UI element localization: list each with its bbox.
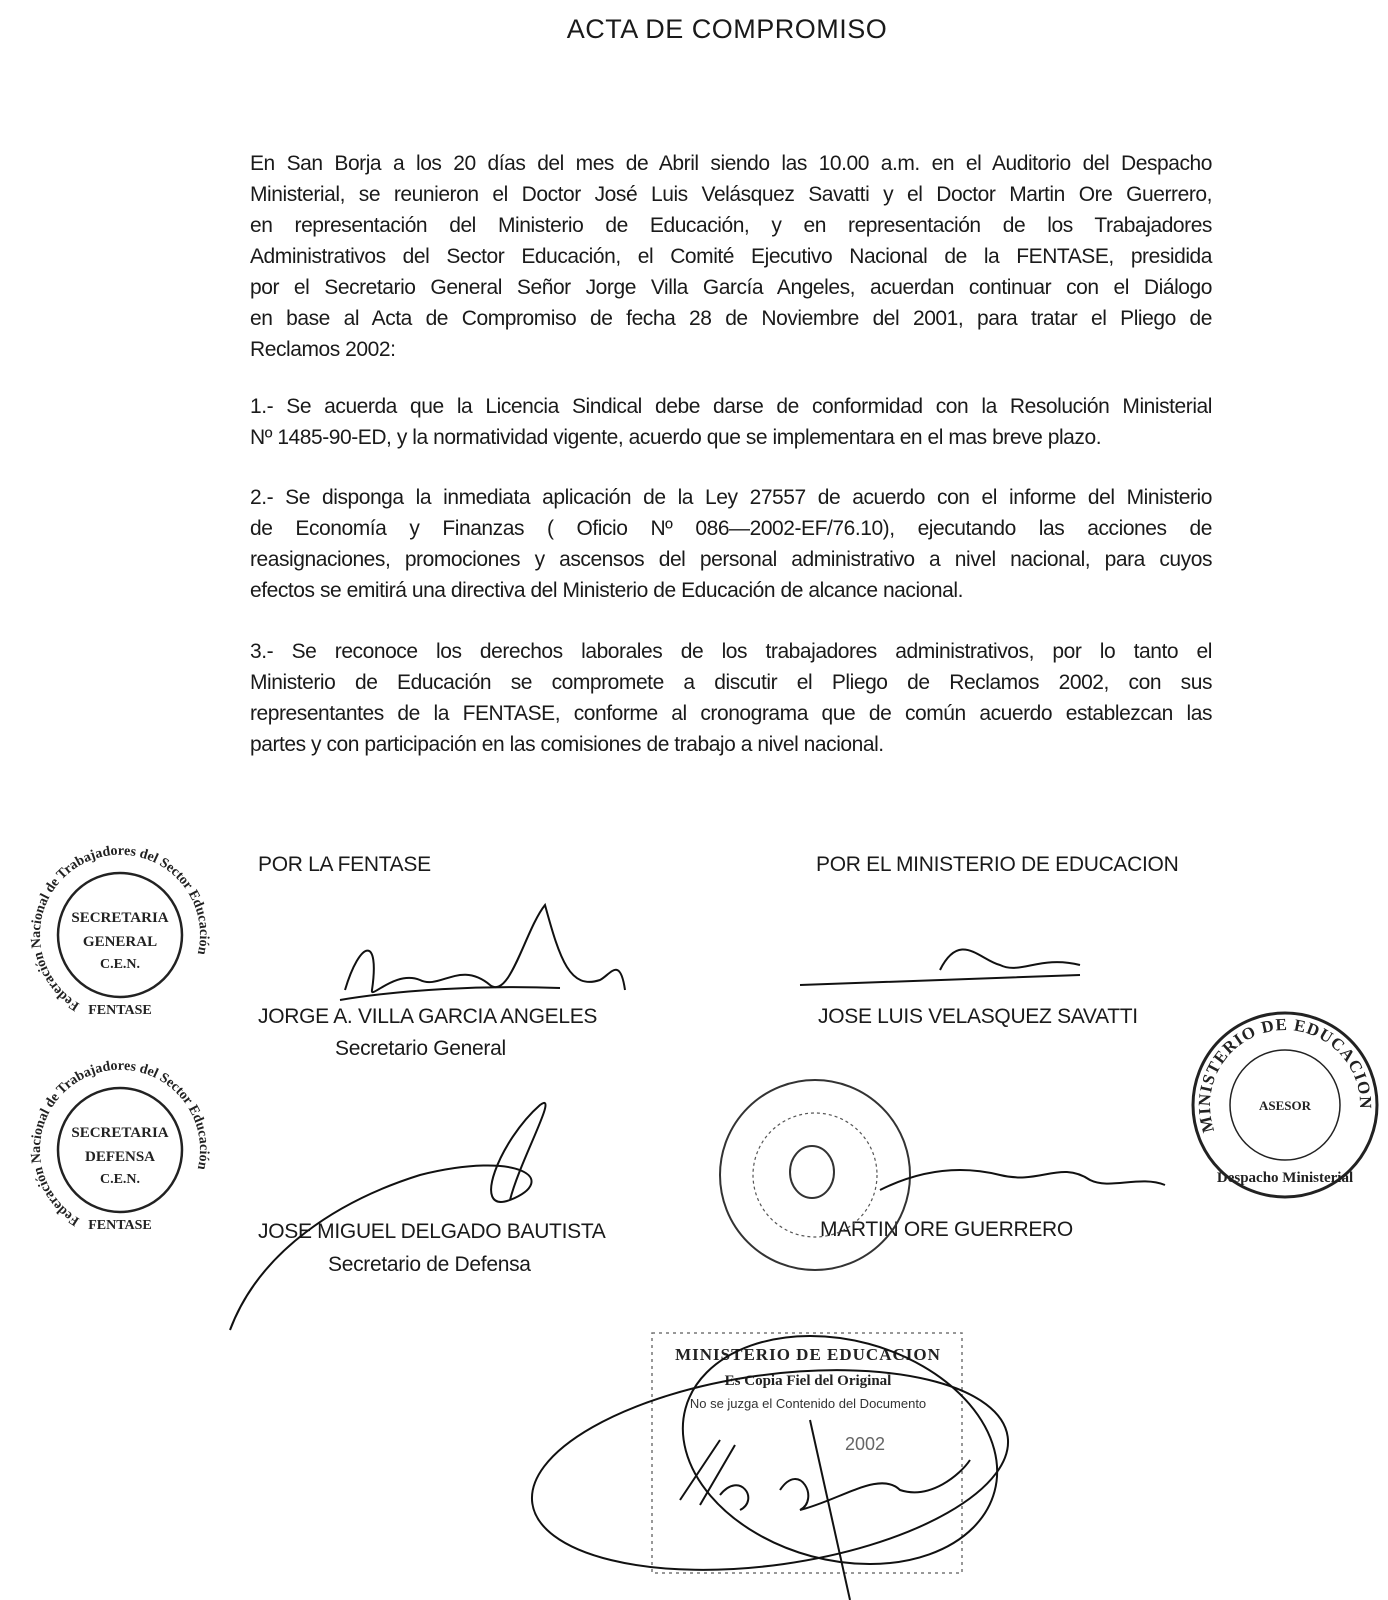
item-line: representantes de la FENTASE, conforme al cronograma que de común acuerdo establezcan las bbox=[250, 702, 1212, 725]
agreement-item-1 bbox=[250, 391, 1212, 453]
item-line: reasignaciones, promociones y ascensos del personal administrativo a nivel nacional, para cuyos bbox=[250, 548, 1212, 571]
svg-text:2002: 2002 bbox=[844, 1434, 886, 1454]
fentase-header: POR LA FENTASE bbox=[258, 853, 431, 876]
intro-line: en representación del Ministerio de Educación, y en representación de los Trabajadores bbox=[250, 214, 1212, 237]
svg-text:GENERAL: GENERAL bbox=[82, 934, 158, 950]
signatory-name: MARTIN ORE GUERRERO bbox=[820, 1218, 1073, 1241]
item-line: Nº 1485-90-ED, y la normatividad vigente, acuerdo que se implementara en el mas breve plazo. bbox=[250, 426, 1102, 449]
svg-text:SECRETARIA: SECRETARIA bbox=[71, 910, 169, 926]
item-line: 2.- Se disponga la inmediata aplicación de la Ley 27557 de acuerdo con el informe del Ministerio bbox=[250, 486, 1212, 509]
fentase-stamp-general bbox=[29, 844, 211, 1018]
item-line: partes y con participación en las comisiones de trabajo a nivel nacional. bbox=[250, 733, 884, 756]
signatory-name: JOSE LUIS VELASQUEZ SAVATTI bbox=[818, 1005, 1138, 1028]
fentase-stamp-defensa bbox=[29, 1059, 211, 1233]
certified-copy-stamp bbox=[652, 1333, 962, 1573]
svg-text:C.E.N.: C.E.N. bbox=[99, 957, 141, 972]
intro-line: en base al Acta de Compromiso de fecha 28 de Noviembre del 2001, para tratar el Pliego de bbox=[250, 307, 1212, 330]
signatory-name: JOSE MIGUEL DELGADO BAUTISTA bbox=[258, 1220, 606, 1243]
agreement-item-3 bbox=[250, 636, 1212, 760]
svg-text:FENTASE: FENTASE bbox=[88, 1003, 152, 1018]
intro-paragraph bbox=[250, 148, 1212, 365]
svg-text:FENTASE: FENTASE bbox=[88, 1218, 152, 1233]
agreement-item-2 bbox=[250, 482, 1212, 606]
ministerio-stamp bbox=[1193, 1013, 1377, 1197]
document-title: ACTA DE COMPROMISO bbox=[566, 14, 888, 44]
intro-line: Reclamos 2002: bbox=[250, 338, 396, 361]
svg-text:ASESOR: ASESOR bbox=[1258, 1098, 1312, 1113]
intro-line: Administrativos del Sector Educación, el Comité Ejecutivo Nacional de la FENTASE, presidida bbox=[250, 245, 1212, 268]
item-line: 3.- Se reconoce los derechos laborales de los trabajadores administrativos, por lo tanto el bbox=[250, 640, 1212, 663]
signatory-role: Secretario de Defensa bbox=[328, 1253, 531, 1276]
item-line: Ministerio de Educación se compromete a discutir el Pliego de Reclamos 2002, con sus bbox=[250, 671, 1212, 694]
svg-text:Es Copia Fiel del Original: Es Copia Fiel del Original bbox=[724, 1373, 892, 1389]
svg-text:Federación Nacional de Trabaja: Federación Nacional de Trabajadores del Sector Educación bbox=[28, 843, 212, 1014]
item-line: 1.- Se acuerda que la Licencia Sindical debe darse de conformidad con la Resolución Ministerial bbox=[250, 395, 1212, 418]
svg-text:Federación Nacional de Trabaja: Federación Nacional de Trabajadores del Sector Educación bbox=[28, 1058, 212, 1229]
svg-text:MINISTERIO DE EDUCACION: MINISTERIO DE EDUCACION bbox=[1194, 1014, 1376, 1135]
intro-line: Ministerial, se reunieron el Doctor José Luis Velásquez Savatti y el Doctor Martin Ore Guerrero, bbox=[250, 183, 1212, 206]
svg-text:No se juzga el Contenido del D: No se juzga el Contenido del Documento bbox=[689, 1396, 927, 1411]
item-line: de Economía y Finanzas ( Oficio Nº 086—2002-EF/76.10), ejecutando las acciones de bbox=[250, 517, 1212, 540]
item-line: efectos se emitirá una directiva del Ministerio de Educación de alcance nacional. bbox=[250, 579, 963, 602]
ministerio-header: POR EL MINISTERIO DE EDUCACION bbox=[816, 853, 1179, 876]
svg-text:SECRETARIA: SECRETARIA bbox=[71, 1125, 169, 1141]
intro-line: por el Secretario General Señor Jorge Villa García Angeles, acuerdan continuar con el Diálogo bbox=[250, 276, 1212, 299]
svg-text:DEFENSA: DEFENSA bbox=[84, 1149, 156, 1165]
svg-text:Despacho Ministerial: Despacho Ministerial bbox=[1216, 1170, 1354, 1186]
svg-text:C.E.N.: C.E.N. bbox=[99, 1172, 141, 1187]
intro-line: En San Borja a los 20 días del mes de Abril siendo las 10.00 a.m. en el Auditorio del Despacho bbox=[250, 152, 1212, 175]
svg-text:MINISTERIO DE EDUCACION: MINISTERIO DE EDUCACION bbox=[675, 1345, 941, 1364]
signatory-role: Secretario General bbox=[335, 1037, 506, 1060]
signatory-name: JORGE A. VILLA GARCIA ANGELES bbox=[258, 1005, 598, 1028]
